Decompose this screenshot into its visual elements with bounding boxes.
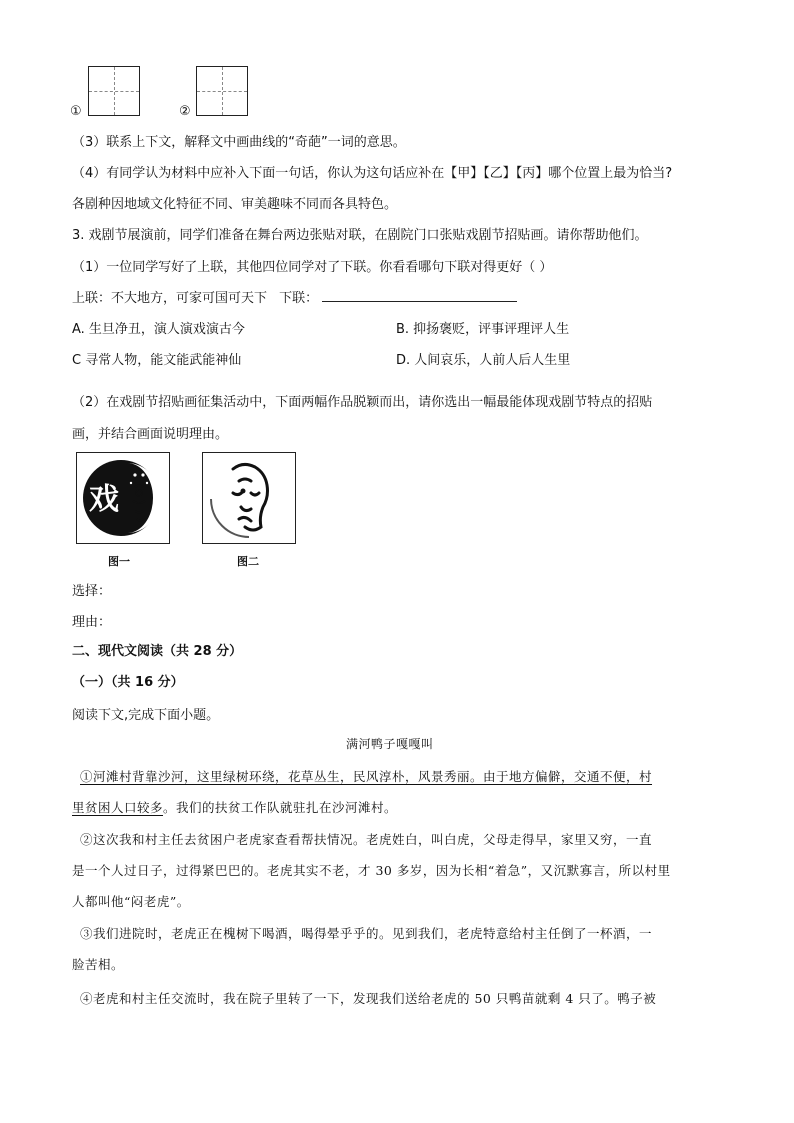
paragraph-1-line-2 [72,798,397,816]
paragraph-1-underlined: ①河滩村背靠沙河，这里绿树环绕，花草丛生，民风淳朴，风景秀丽。由于地方偏僻，交通不便，村 [80,769,653,784]
poster-2-caption: 图二 [237,555,259,568]
poster-1-opera-mask-image [77,453,168,542]
question-3-2-line2: 画，并结合画面说明理由。 [72,427,229,442]
box-label-1: ① [70,104,82,119]
couplet-lower-blank[interactable] [322,289,517,302]
couplet-lower-label: 下联： [279,291,319,306]
question-2-3: （3）联系上下文，解释文中画曲线的“奇葩”一词的意思。 [72,135,406,150]
paragraph-2-line-3: 人都叫他“闷老虎”。 [72,894,190,909]
box-label-2: ② [179,104,191,119]
reason-label[interactable]: 理由： [72,615,112,630]
paragraph-1-underlined-end: 里贫困人口较多 [72,800,164,815]
option-a[interactable]: A. 生旦净丑，演人演戏演古今 [72,322,245,337]
part-1-title: （一）（共 16 分） [72,675,184,690]
question-2-4: （4）有同学认为材料中应补入下面一句话，你认为这句话应补在【甲】【乙】【丙】哪个位置上最为恰当? [72,166,673,181]
paragraph-3-line-2: 脸苦相。 [72,957,125,972]
paragraph-2-line-1: ②这次我和村主任去贫困户老虎家查看帮扶情况。老虎姓白，叫白虎，父母走得早，家里又穷，一直 [80,832,653,847]
story-title: 满河鸭子嘎嘎叫 [346,737,434,751]
paragraph-3-line-1: ③我们进院时，老虎正在槐树下喝酒，喝得晕乎乎的。见到我们，老虎特意给村主任倒了一杯酒，一 [80,926,653,941]
option-b[interactable]: B. 抑扬褒贬，评事评理评人生 [396,322,570,337]
question-2-4-sentence: 各剧种因地域文化特征不同、审美趣味不同而各具特色。 [72,197,398,212]
select-label[interactable]: 选择： [72,584,112,599]
poster-2-opera-mask-image [203,453,294,542]
paragraph-2-line-2: 是一个人过日子，过得紧巴巴的。老虎其实不老，才 30 多岁，因为长相“着急”，又沉默寡言，所以村里 [72,863,671,878]
couplet-line [72,287,517,306]
poster-1-glyph: 戏 [89,482,119,517]
option-d[interactable]: D. 人间哀乐，人前人后人生里 [396,353,571,368]
poster-1[interactable] [76,452,170,544]
paragraph-4-line-1: ④老虎和村主任交流时，我在院子里转了一下，发现我们送给老虎的 50 只鸭苗就剩 4 只了。鸭子被 [80,991,657,1006]
poster-1-caption: 图一 [108,555,130,568]
question-3-2-line1: （2）在戏剧节招贴画征集活动中，下面两幅作品脱颖而出，请你选出一幅最能体现戏剧节特点的招贴 [72,395,653,410]
paragraph-1-line-1 [80,767,652,785]
option-c[interactable]: C 寻常人物，能文能武能神仙 [72,353,242,368]
question-3-intro: 3. 戏剧节展演前，同学们准备在舞台两边张贴对联，在剧院门口张贴戏剧节招贴画。请你帮助他们。 [72,228,648,243]
section-2-title: 二、现代文阅读（共 28 分） [72,644,243,659]
paragraph-1-rest: 。我们的扶贫工作队就驻扎在沙河滩村。 [163,800,398,815]
writing-box-1[interactable] [88,66,140,116]
question-3-1: （1）一位同学写好了上联，其他四位同学对了下联。你看看哪句下联对得更好（ ） [72,260,553,275]
reading-instruction: 阅读下文,完成下面小题。 [72,708,220,723]
writing-box-2[interactable] [196,66,248,116]
poster-2[interactable] [202,452,296,544]
couplet-upper: 上联：不大地方，可家可国可天下 [72,291,268,306]
